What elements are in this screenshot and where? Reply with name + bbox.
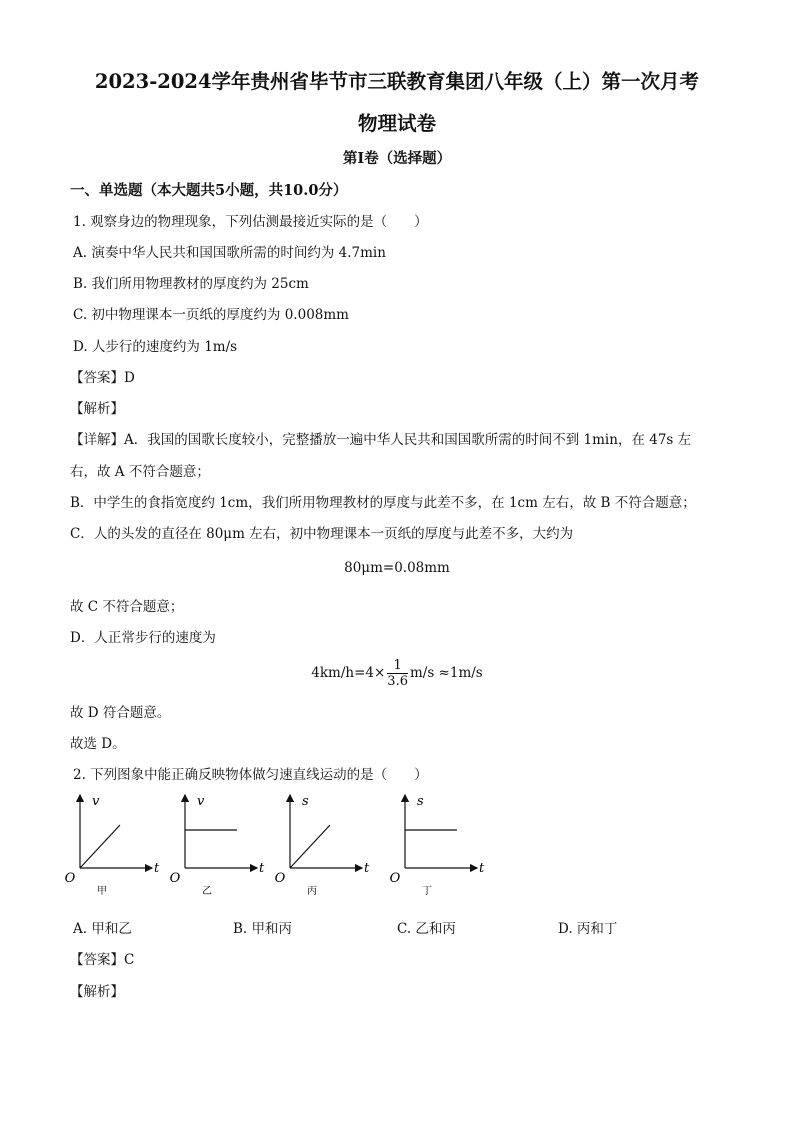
- q2-option-c: C. 乙和丙: [397, 921, 456, 937]
- graph-x-label: t: [259, 861, 265, 876]
- graph-line: [290, 825, 330, 868]
- graph-origin-label: O: [389, 871, 401, 886]
- section-heading: 一、单选题（本大题共5小题，共10.0分）: [70, 182, 348, 199]
- fraction-denominator: 3.6: [387, 674, 408, 689]
- q1-option-c: C. 初中物理课本一页纸的厚度约为 0.008mm: [73, 307, 349, 323]
- graph-origin-label: O: [169, 871, 181, 886]
- q1-detail-line1: 【详解】A．我国的国歌长度较小，完整播放一遍中华人民共和国国歌所需的时间不到 1min，在 47s 左: [70, 432, 692, 448]
- graph-x-label: t: [154, 861, 160, 876]
- formula-d-left: 4km/h=4×: [311, 665, 386, 681]
- answer-value: D: [124, 370, 135, 386]
- graph-y-label: s: [417, 794, 424, 809]
- graph-x-label: t: [479, 861, 485, 876]
- q1-answer: [70, 369, 135, 387]
- q1-detail-b: B．中学生的食指宽度约 1cm，我们所用物理教材的厚度与此差不多，在 1cm 左右，故 B 不符合题意；: [70, 495, 696, 511]
- answer-label: 【答案】: [70, 952, 124, 968]
- q1-stem: 1. 观察身边的物理现象，下列估测最接近实际的是（ ）: [73, 214, 428, 230]
- graph-origin-label: O: [274, 871, 286, 886]
- q1-formula-c: 80μm=0.08mm: [344, 560, 450, 576]
- graph-x-label: t: [364, 861, 370, 876]
- q2-option-d: D. 丙和丁: [558, 921, 618, 937]
- graph-caption: 甲: [97, 886, 107, 897]
- q1-detail-c-end: 故 C 不符合题意；: [70, 599, 184, 615]
- q2-stem: 2. 下列图象中能正确反映物体做匀速直线运动的是（ ）: [73, 767, 428, 783]
- q2-analysis-label: 【解析】: [70, 984, 124, 1000]
- paper-title-line1: 2023-2024学年贵州省毕节市三联教育集团八年级（上）第一次月考: [94, 70, 700, 93]
- graph-caption: 乙: [202, 886, 212, 897]
- q2-graphs: [0, 790, 794, 910]
- q1-detail-d: D．人正常步行的速度为: [70, 630, 216, 646]
- graph-line: [80, 825, 120, 868]
- graph-caption: 丁: [422, 886, 432, 897]
- graph-y-label: v: [92, 794, 100, 809]
- q1-conclusion: 故选 D。: [70, 736, 126, 752]
- graph-y-label: v: [197, 794, 205, 809]
- q1-option-a: A. 演奏中华人民共和国国歌所需的时间约为 4.7min: [73, 245, 386, 261]
- q1-detail-line2: 右，故 A 不符合题意；: [70, 464, 210, 480]
- q1-option-d: D. 人步行的速度约为 1m/s: [73, 339, 238, 355]
- q2-option-b: B. 甲和丙: [233, 921, 293, 937]
- volume-heading: 第Ⅰ卷（选择题）: [342, 150, 452, 167]
- fraction-numerator: 1: [387, 658, 408, 674]
- paper-title-line2: 物理试卷: [357, 112, 436, 135]
- graph-caption: 丙: [307, 886, 317, 897]
- formula-d-right: m/s ≈1m/s: [409, 665, 483, 681]
- q1-option-b: B. 我们所用物理教材的厚度约为 25cm: [73, 276, 309, 292]
- q1-analysis-label: 【解析】: [70, 401, 124, 417]
- answer-label: 【答案】: [70, 370, 124, 386]
- graph-y-label: s: [302, 794, 309, 809]
- graph-origin-label: O: [64, 871, 76, 886]
- q1-detail-d-end: 故 D 符合题意。: [70, 705, 171, 721]
- answer-value: C: [124, 952, 135, 968]
- fraction: [387, 658, 408, 689]
- q2-answer: [70, 951, 134, 969]
- q1-formula-d: [0, 653, 794, 693]
- q1-detail-c: C．人的头发的直径在 80μm 左右，初中物理课本一页纸的厚度与此差不多，大约为: [70, 526, 574, 542]
- q2-option-a: A. 甲和乙: [73, 921, 132, 937]
